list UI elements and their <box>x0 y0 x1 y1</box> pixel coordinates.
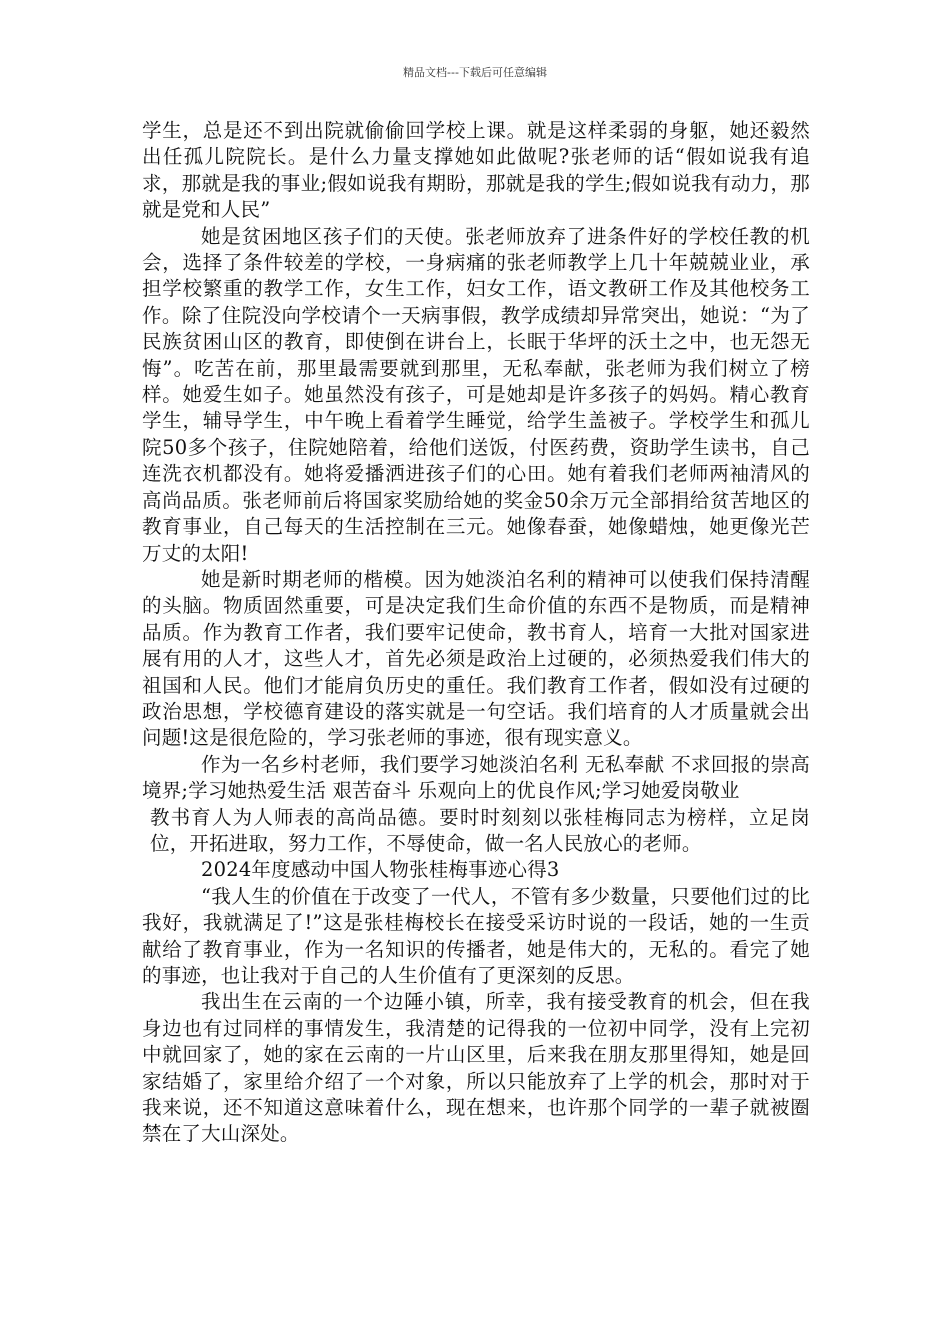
document-body <box>142 118 810 1148</box>
paragraph: 作为一名乡村老师，我们要学习她淡泊名利 无私奉献 不求回报的崇高境界;学习她热爱生活 艰苦奋斗 乐观向上的优良作风;学习她爱岗敬业 <box>142 752 810 803</box>
page-header: 精品文档---下载后可任意编辑 <box>403 66 547 79</box>
paragraph: 学生，总是还不到出院就偷偷回学校上课。就是这样柔弱的身躯，她还毅然出任孤儿院院长。是什么力量支撑她如此做呢?张老师的话“假如说我有追求，那就是我的事业;假如说我有期盼，那就是我的学生;假如说我有动力，那就是党和人民” <box>142 119 810 222</box>
paragraph: 我出生在云南的一个边陲小镇，所幸，我有接受教育的机会，但在我身边也有过同样的事情发生，我清楚的记得我的一位初中同学，没有上完初中就回家了，她的家在云南的一片山区里，后来我在朋友那里得知，她是回家结婚了，家里给介绍了一个对象，所以只能放弃了上学的机会，那时对于我来说，还不知道这意味着什么，现在想来，也许那个同学的一辈子就被圈禁在了大山深处。 <box>142 990 810 1146</box>
paragraph: 她是新时期老师的楷模。因为她淡泊名利的精神可以使我们保持清醒的头脑。物质固然重要，可是决定我们生命价值的东西不是物质，而是精神品质。作为教育工作者，我们要牢记使命，教书育人，培育一大批对国家进展有用的人才，这些人才，首先必须是政治上过硬的，必须热爱我们伟大的祖国和人民。他们才能肩负历史的重任。我们教育工作者，假如没有过硬的政治思想，学校德育建设的落实就是一句空话。我们培育的人才质量就会出问题!这是很危险的，学习张老师的事迹，很有现实意义。 <box>142 567 810 750</box>
paragraph: 她是贫困地区孩子们的天使。张老师放弃了进条件好的学校任教的机会，选择了条件较差的学校，一身病痛的张老师教学上几十年兢兢业业，承担学校繁重的教学工作，女生工作，妇女工作，语文教研工作及其他校务工作。除了住院没向学校请个一天病事假，教学成绩却异常突出，她说：“为了民族贫困山区的教育，即使倒在讲台上，长眠于华坪的沃土之中，也无怨无悔”。吃苦在前，那里最需要就到那里，无私奉献，张老师为我们树立了榜样。她爱生如子。她虽然没有孩子，可是她却是许多孩子的妈妈。精心教育学生，辅导学生，中午晚上看着学生睡觉，给学生盖被子。学校学生和孤儿院50多个孩子，住院她陪着，给他们送饭，付医药费，资助学生读书，自己连洗衣机都没有。她将爱播洒进孩子们的心田。她有着我们老师两袖清风的高尚品质。张老师前后将国家奖励给她的奖金50余万元全部捐给贫苦地区的教育事业，自己每天的生活控制在三元。她像春蚕，她像蜡烛，她更像光芒万丈的太阳! <box>142 224 810 565</box>
section-title: 2024年度感动中国人物张桂梅事迹心得3 <box>201 858 560 882</box>
paragraph: “我人生的价值在于改变了一代人，不管有多少数量，只要他们过的比我好，我就满足了!”这是张桂梅校长在接受采访时说的一段话，她的一生贡献给了教育事业，作为一名知识的传播者，她是伟大的，无私的。看完了她的事迹，也让我对于自己的人生价值有了更深刻的反思。 <box>142 884 810 987</box>
paragraph: 教书育人为人师表的高尚品德。要时时刻刻以张桂梅同志为榜样，立足岗位，开拓进取，努力工作，不辱使命，做一名人民放心的老师。 <box>150 805 810 855</box>
